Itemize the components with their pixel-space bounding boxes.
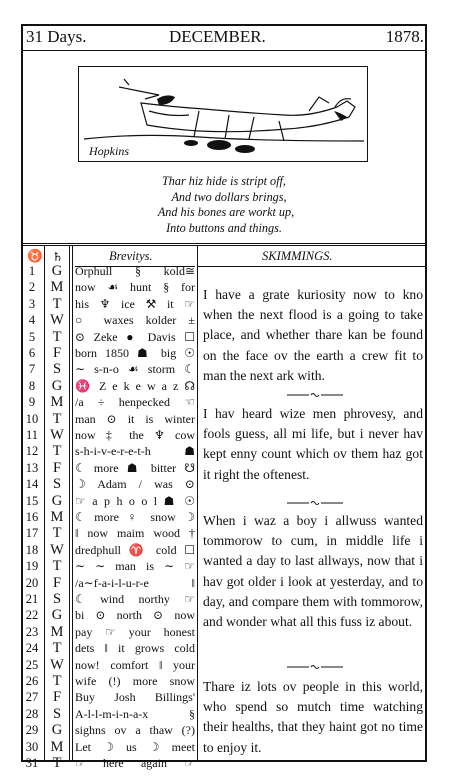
weekday-letter: S xyxy=(52,361,62,378)
ornament-divider xyxy=(285,392,345,398)
brevity-line: ☽ Adam / was ⊙ xyxy=(75,477,195,492)
brevity-line: born 1850 ☗ big ☉ xyxy=(75,346,195,360)
brevity-line: ○ waxes kolder ± xyxy=(75,313,195,328)
brevity-line: Let ☽ us ☽ meet xyxy=(75,739,195,754)
brevity-line: ‖ now maim wood † xyxy=(75,526,195,541)
skimmings-header: SKIMMINGS. xyxy=(262,249,333,263)
day-number: 2 xyxy=(28,280,36,295)
brevity-line: ☞ a p h o o l ☗ ☉ xyxy=(75,493,195,508)
day-number: 27 xyxy=(25,690,39,705)
col-divider-4 xyxy=(197,245,198,762)
skimming-paragraph: Thare iz lots ov people in this world, who spend so mutch time watching their healths, that they haint got no time to enjoy it. xyxy=(203,679,423,755)
brevity-line: pay ☞ your honest xyxy=(75,624,195,639)
brevity-line: his ♆ ice ⚒ it ☞ xyxy=(75,296,195,311)
header-rule xyxy=(21,50,427,51)
col-divider-3 xyxy=(72,245,73,762)
weekday-letter: T xyxy=(52,673,62,689)
day-number: 19 xyxy=(25,559,39,574)
brevity-line: dredphull ♈ cold ☐ xyxy=(75,542,195,557)
weekday-letter: S xyxy=(52,591,62,607)
illustration-signature: Hopkins xyxy=(89,144,129,158)
weekday-letter: W xyxy=(50,541,64,558)
weekday-letter: G xyxy=(51,722,63,739)
weekday-letter: T xyxy=(52,558,62,575)
weekday-letter: F xyxy=(52,459,62,476)
day-number: 10 xyxy=(25,411,39,426)
weekday-letter: T xyxy=(52,640,62,657)
skimming-paragraph: I hav heard wize men phrovesy, and fools guess, all mi life, but i never hav kept enny count which ov them haz got it right the oftenest. xyxy=(203,406,423,482)
weekday-letter: M xyxy=(50,623,64,640)
brevity-line: ∼ ∼ man is ∼ ☞ xyxy=(75,559,195,574)
day-number: 22 xyxy=(25,608,39,623)
weekday-symbol-header: ♄ xyxy=(52,250,64,264)
brevity-line: /a ÷ henpecked ☜ xyxy=(75,395,195,410)
brevity-line: ☾ more ♀ snow ☽ xyxy=(75,510,195,524)
day-number: 30 xyxy=(25,739,39,754)
brevity-line: ⊙ Zeke ● Davis ☐ xyxy=(75,329,195,344)
weekday-letter: G xyxy=(51,263,63,279)
verse-line: And his bones are workt up, xyxy=(157,205,295,219)
ornament-divider xyxy=(285,664,345,670)
brevity-line: /a∼f-a-i-l-u-r-e ‖ xyxy=(75,575,195,590)
day-number: 9 xyxy=(28,395,36,410)
day-number: 15 xyxy=(25,493,39,508)
brevity-line: now ☙ hunt § for xyxy=(75,280,195,295)
brevity-line: sighns ov a thaw (?) xyxy=(75,723,195,738)
brevity-line: ☞ here again ☞ xyxy=(75,756,195,770)
day-number: 20 xyxy=(25,575,39,590)
col-divider-2 xyxy=(69,245,70,762)
ornament-divider xyxy=(285,500,345,506)
day-number: 23 xyxy=(25,624,39,639)
day-number: 28 xyxy=(25,706,39,721)
brevity-line: bi ⊙ north ⊙ now xyxy=(75,608,195,623)
weekday-letter: M xyxy=(50,509,64,525)
weekday-letter: M xyxy=(50,738,64,755)
day-number: 16 xyxy=(25,510,39,524)
table-top-rule-2 xyxy=(21,245,427,246)
days-count: 31 Days. xyxy=(26,27,87,46)
weekday-letter: G xyxy=(51,492,63,509)
year: 1878. xyxy=(385,27,424,46)
brevity-line: dets ‖ it grows cold xyxy=(75,641,195,656)
weekday-letter: S xyxy=(52,705,62,722)
day-number: 6 xyxy=(28,346,36,360)
day-number: 18 xyxy=(25,542,39,557)
day-number: 17 xyxy=(25,526,39,541)
weekday-letter: F xyxy=(52,689,62,706)
day-symbol-header: ♉ xyxy=(27,249,43,263)
skimmings-header-rule xyxy=(198,266,427,267)
day-number: 5 xyxy=(28,329,36,344)
brevity-line: ∼ s-n-o ☙ storm ☾ xyxy=(75,362,195,377)
day-number: 26 xyxy=(25,674,39,688)
weekday-letter: F xyxy=(52,345,62,361)
day-number: 14 xyxy=(25,477,39,492)
day-number: 8 xyxy=(28,378,36,393)
weekday-letter: G xyxy=(51,607,63,624)
illustration xyxy=(78,66,368,162)
brevity-line: now! comfort ‖ your xyxy=(75,657,195,672)
verse xyxy=(21,174,427,236)
weekday-letter: G xyxy=(51,377,63,394)
brevity-line: s-h-i-v-e-r-e-t-h ☗ xyxy=(75,444,195,459)
brevity-line: Buy Josh Billings' xyxy=(75,690,195,705)
weekday-letter: T xyxy=(52,295,62,312)
weekday-letter: T xyxy=(52,525,62,542)
col-divider-1 xyxy=(44,245,45,762)
day-number: 12 xyxy=(25,444,39,459)
brevity-line: ☾ more ☗ bitter ☋ xyxy=(75,460,195,475)
day-number: 7 xyxy=(28,362,36,377)
weekday-letter: M xyxy=(50,279,64,296)
day-number: 25 xyxy=(25,657,39,672)
weekday-letter: W xyxy=(50,427,64,443)
weekday-letter: T xyxy=(52,755,62,771)
brevity-line: A-l-l-m-i-n-a-x § xyxy=(75,706,195,721)
verse-line: Into buttons and things. xyxy=(166,220,282,235)
month-title: DECEMBER. xyxy=(169,27,266,46)
brevity-line: ☾ wind northy ☞ xyxy=(75,592,195,606)
day-number: 21 xyxy=(25,592,39,606)
weekday-letter: F xyxy=(52,574,62,591)
brevity-line: wife (!) more snow xyxy=(75,674,195,688)
weekday-letter: M xyxy=(50,394,64,411)
day-number: 4 xyxy=(28,313,36,328)
verse-line: Thar hiz hide is stript off, xyxy=(162,174,286,188)
skimming-paragraph: I have a grate kuriosity now to kno when the next flood is a going to take place, and whether thare kan be found on the face ov the earth a crew fit to man the next ark with. xyxy=(203,287,423,383)
skimming-paragraph: When i waz a boy i allwuss wanted tommorow to cum, in middle life i wanted a day to last allways, now that i hav got older i look at yesterday, and to day, and compare them with tommorow, and wonder what all this fuss iz about. xyxy=(203,513,423,630)
day-number: 3 xyxy=(28,296,36,311)
brevitys-header: Brevitys. xyxy=(109,249,153,263)
day-number: 24 xyxy=(25,641,39,656)
day-number: 11 xyxy=(25,428,39,442)
verse-line: And two dollars brings, xyxy=(171,189,287,204)
brevity-line: ♓ Z e k e w a z ☊ xyxy=(75,378,195,393)
weekday-letter: T xyxy=(52,410,62,427)
day-number: 29 xyxy=(25,723,39,738)
day-number: 13 xyxy=(25,460,39,475)
weekday-letter: S xyxy=(52,476,62,493)
weekday-letter: W xyxy=(50,312,64,329)
day-number: 1 xyxy=(28,264,36,278)
brevity-line: Orphull § kold≅ xyxy=(75,264,195,278)
weekday-letter: T xyxy=(52,443,62,460)
page-header xyxy=(26,27,424,49)
brevity-line: man ⊙ it is winter xyxy=(75,411,195,426)
weekday-letter: T xyxy=(52,328,62,345)
brevity-line: now ‡ the ♆ cow xyxy=(75,428,195,442)
day-number: 31 xyxy=(25,756,39,770)
weekday-letter: W xyxy=(50,656,64,673)
